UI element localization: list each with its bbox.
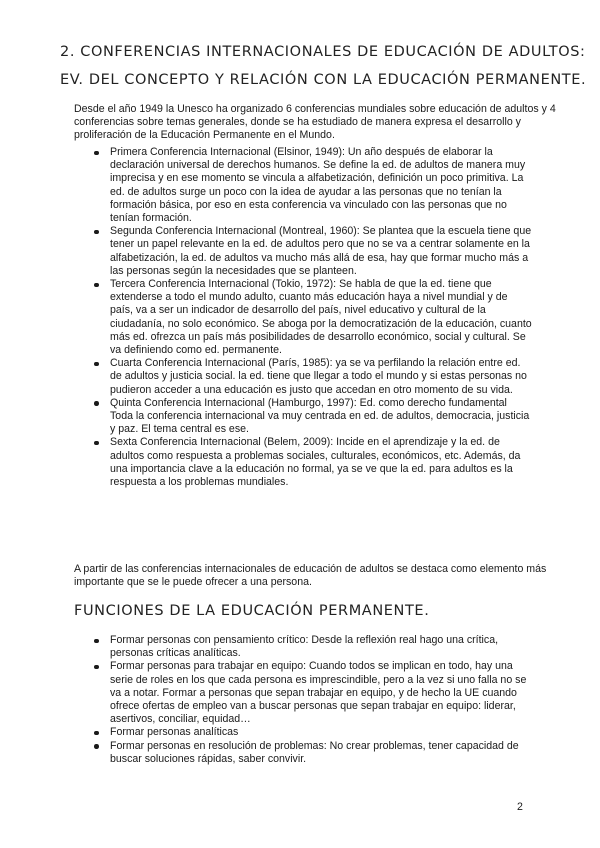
page-number: 2 (517, 801, 523, 813)
list-item: Formar personas en resolución de problemas: No crear problemas, tener capacidad de buscar soluciones rápidas, saber convivir. (92, 740, 532, 766)
list-item: Sexta Conferencia Internacional (Belem, 2009): Incide en el aprendizaje y la ed. de adultos como respuesta a problemas sociales, culturales, económicos, etc. Además, da una importancia clave a la educación no formal, ya se ve que la ed. para adultos es la respuesta a los problemas mundiales. (92, 436, 532, 489)
list-item: Primera Conferencia Internacional (Elsinor, 1949): Un año después de elaborar la declaración universal de derechos humanos. Se define la ed. de adultos de manera muy imprecisa y en ese momento se vincula a alfabetización, definición un poco primitiva. La ed. de adultos surge un poco con la idea de ayudar a las personas que no tenían la formación básica, por eso en esta conferencia va vinculado con las personas que no tenían formación. (92, 146, 532, 225)
intro-paragraph: Desde el año 1949 la Unesco ha organizado 6 conferencias mundiales sobre educación de adultos y 4 conferencias sobre temas generales, donde se ha estudiado de manera expresa el desarrollo y proliferación de la Educación Permanente en el Mundo. (74, 103, 556, 142)
list-item: Segunda Conferencia Internacional (Montreal, 1960): Se plantea que la escuela tiene que tener un papel relevante en la ed. de adultos pero que no se va a centrar solamente en la alfabetización, la ed. de adultos va mucho más allá de esa, hay que formar mucho más a las personas según la necesidades que se planteen. (92, 225, 532, 278)
closing-paragraph: A partir de las conferencias internacionales de educación de adultos se destaca como elemento más importante que se le puede ofrecer a una persona. (74, 563, 547, 589)
list-item: Tercera Conferencia Internacional (Tokio, 1972): Se habla de que la ed. tiene que extenderse a todo el mundo adulto, cuanto más educación haya a nivel mundial y de país, va a ser un indicador de desarrollo del país, nivel educativo y cultural de la ciudadanía, no solo económico. Se aboga por la democratización de la educación, cuanto más ed. ofrezca un país más posibilidades de desarrollo económico, social y cultural. Se va definiendo como ed. permanente. (92, 278, 532, 357)
functions-list (92, 634, 532, 766)
heading-line-1: 2. CONFERENCIAS INTERNACIONALES DE EDUCACIÓN DE ADULTOS: (60, 44, 586, 60)
list-item: Formar personas para trabajar en equipo: Cuando todos se implican en todo, hay una serie de roles en los que cada persona es imprescindible, pero a la vez si uno falla no se va a notar. Formar a personas que sepan trabajar en equipo, y de hecho la UE cuando ofrece ofertas de empleo van a buscar personas que sepan trabajar en equipo: liderar, asertivos, conciliar, equidad… (92, 660, 532, 726)
heading-line-2: EV. DEL CONCEPTO Y RELACIÓN CON LA EDUCACIÓN PERMANENTE. (60, 72, 587, 88)
list-item: Quinta Conferencia Internacional (Hamburgo, 1997): Ed. como derecho fundamental Toda la conferencia internacional va muy centrada en ed. de adultos, democracia, justicia y paz. El tema central es ese. (92, 397, 532, 437)
list-item: Formar personas con pensamiento crítico: Desde la reflexión real hago una crítica, personas críticas analíticas. (92, 634, 532, 660)
conference-list (92, 146, 532, 489)
section-heading: FUNCIONES DE LA EDUCACIÓN PERMANENTE. (74, 603, 430, 619)
list-item: Cuarta Conferencia Internacional (París, 1985): ya se va perfilando la relación entre ed. de adultos y justicia social. la ed. tiene que llegar a todo el mundo y si estas personas no pudieron acceder a una educación es justo que accedan en otro momento de su vida. (92, 357, 532, 397)
list-item: Formar personas analíticas (92, 726, 532, 739)
